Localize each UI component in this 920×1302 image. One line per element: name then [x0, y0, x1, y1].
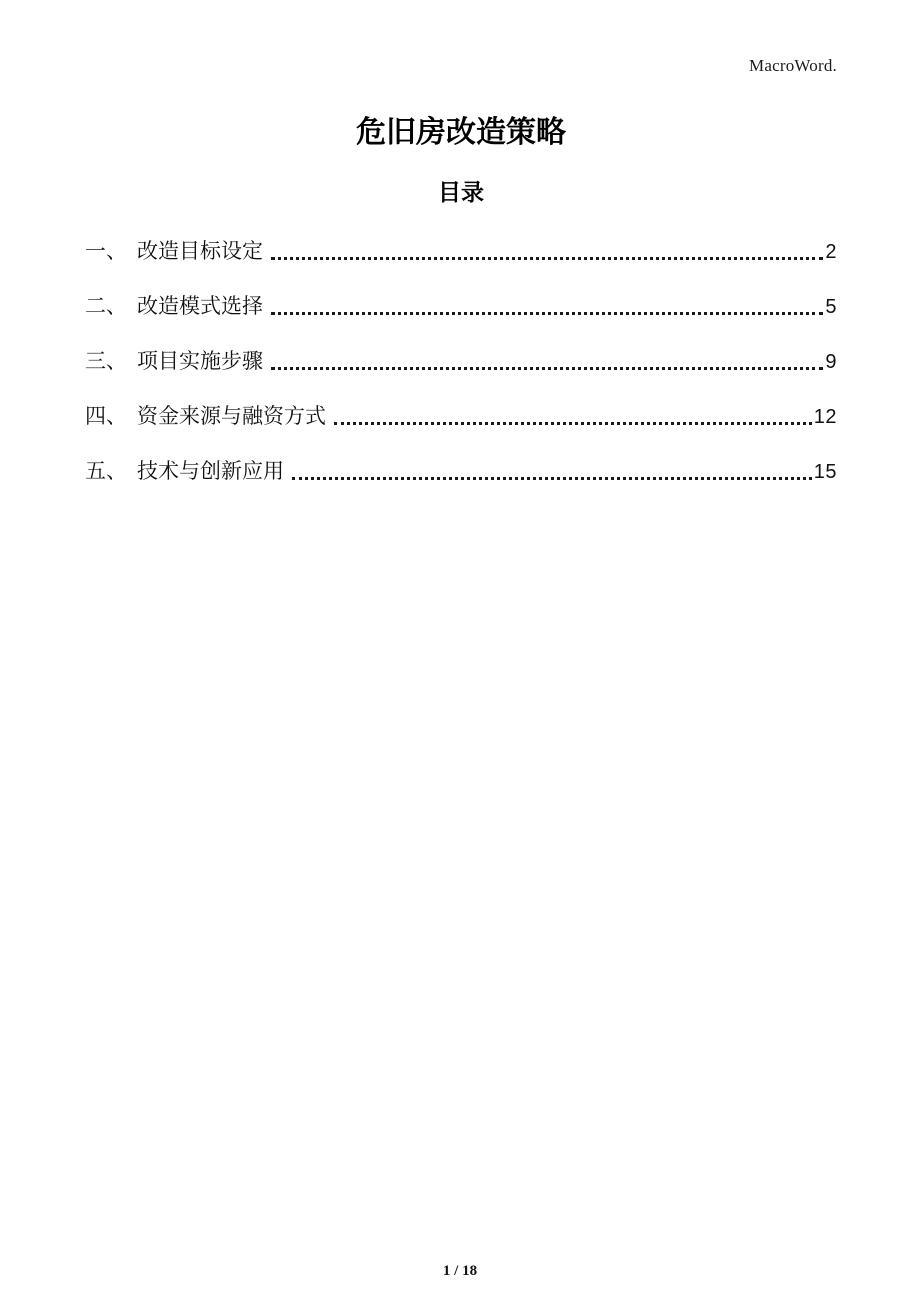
- toc-entry-1[interactable]: [85, 224, 837, 279]
- toc-entry-label: 改造模式选择: [137, 295, 263, 318]
- toc-entry-page: 15: [813, 461, 837, 483]
- toc-heading: 目录: [438, 179, 484, 205]
- page-number: 1 / 18: [442, 1263, 478, 1279]
- page-footer: [0, 1263, 920, 1280]
- dot-leader: [271, 257, 823, 260]
- toc-entry-number: 四、: [85, 405, 127, 428]
- table-of-contents: [85, 224, 837, 499]
- toc-entry-page: 2: [825, 241, 837, 263]
- toc-entry-label: 技术与创新应用: [137, 460, 284, 483]
- dot-leader: [334, 422, 812, 425]
- toc-entry-4[interactable]: [85, 389, 837, 444]
- toc-entry-label: 资金来源与融资方式: [137, 405, 326, 428]
- toc-entry-number: 二、: [85, 295, 127, 318]
- dot-leader: [271, 367, 823, 370]
- document-title: 危旧房改造策略: [356, 116, 566, 149]
- toc-entry-number: 一、: [85, 240, 127, 263]
- dot-leader: [292, 477, 812, 480]
- toc-entry-number: 五、: [85, 460, 127, 483]
- toc-entry-page: 12: [813, 406, 837, 428]
- toc-entry-3[interactable]: [85, 334, 837, 389]
- dot-leader: [271, 312, 823, 315]
- toc-entry-5[interactable]: [85, 444, 837, 499]
- toc-entry-page: 5: [825, 296, 837, 318]
- toc-entry-number: 三、: [85, 350, 127, 373]
- toc-entry-label: 改造目标设定: [137, 240, 263, 263]
- toc-entry-2[interactable]: [85, 279, 837, 334]
- toc-entry-page: 9: [825, 351, 837, 373]
- brand-logo: MacroWord.: [749, 56, 837, 75]
- toc-entry-label: 项目实施步骤: [137, 350, 263, 373]
